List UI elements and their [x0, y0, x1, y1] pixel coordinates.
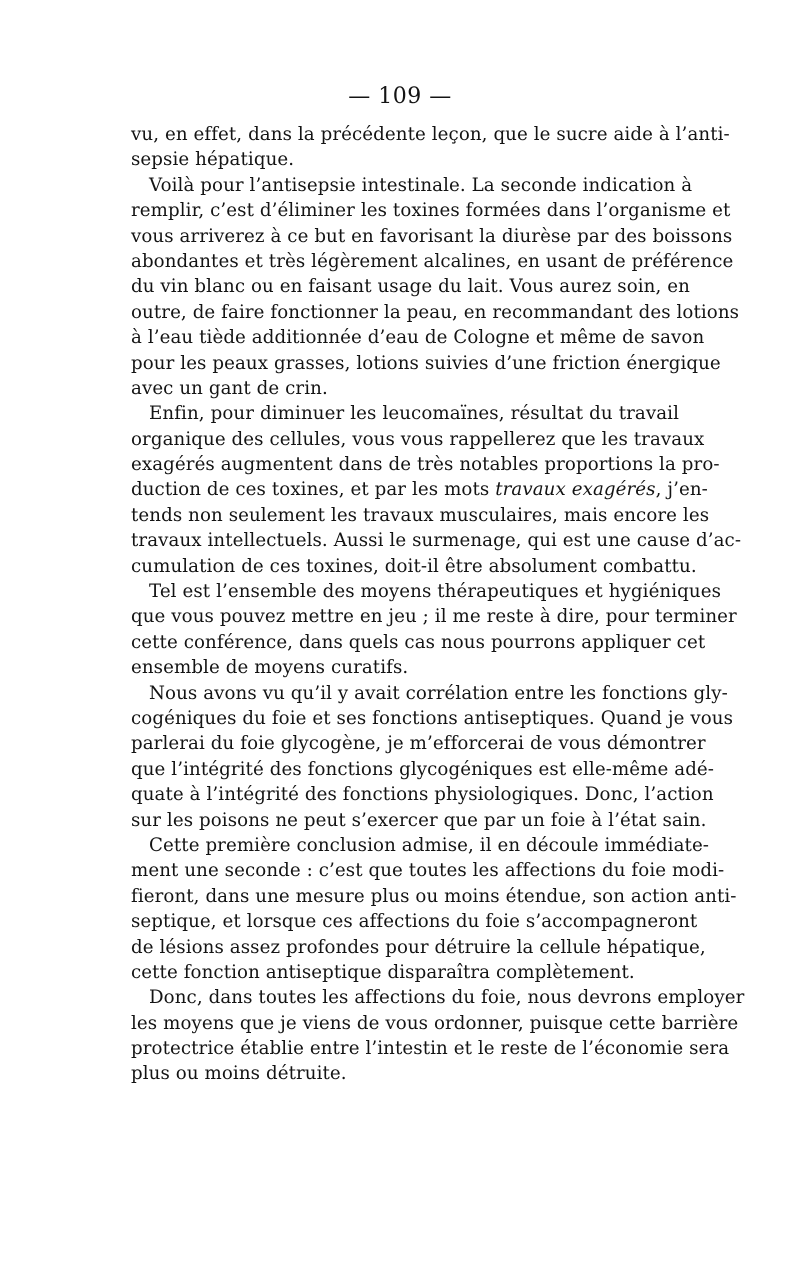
text-line: Voilà pour l’antisepsie intestinale. La seconde indication à: [149, 174, 693, 196]
text-line: ment une seconde : c’est que toutes les affections du foie modi-: [131, 860, 725, 882]
text-line: Enfin, pour diminuer les leucomaïnes, résultat du travail: [149, 403, 679, 425]
text-line: du vin blanc ou en faisant usage du lait. Vous aurez soin, en: [131, 276, 690, 298]
text-line: outre, de faire fonctionner la peau, en recommandant des lotions: [131, 301, 740, 323]
text-line: cette fonction antiseptique disparaîtra complètement.: [131, 961, 635, 983]
text-line: cogéniques du foie et ses fonctions antiseptiques. Quand je vous: [131, 707, 734, 729]
text-line: fieront, dans une mesure plus ou moins étendue, son action anti-: [131, 885, 737, 907]
text-line: que vous pouvez mettre en jeu ; il me reste à dire, pour terminer: [131, 606, 737, 628]
text-line: Tel est l’ensemble des moyens thérapeutiques et hygiéniques: [149, 581, 722, 603]
text-line: cumulation de ces toxines, doit-il être absolument combattu.: [131, 555, 697, 577]
text-line: de lésions assez profondes pour détruire la cellule hépatique,: [131, 936, 706, 958]
text-line: tends non seulement les travaux musculaires, mais encore les: [131, 504, 710, 526]
text-line: ensemble de moyens curatifs.: [131, 657, 409, 679]
text-line: Nous avons vu qu’il y avait corrélation entre les fonctions gly-: [149, 682, 728, 704]
text-line: vu, en effet, dans la précédente leçon, que le sucre aide à l’anti-: [131, 124, 730, 145]
text-line: Cette première conclusion admise, il en découle immédiate-: [149, 834, 710, 856]
text-segment: , j’en-: [655, 479, 708, 501]
text-line: cette conférence, dans quels cas nous pourrons appliquer cet: [131, 631, 706, 653]
body-text: [131, 122, 745, 1087]
text-line: vous arriverez à ce but en favorisant la diurèse par des boissons: [131, 225, 733, 247]
text-line: plus ou moins détruite.: [131, 1063, 347, 1085]
text-line: parlerai du foie glycogène, je m’efforcerai de vous démontrer: [131, 733, 706, 755]
text-line: avec un gant de crin.: [131, 377, 328, 399]
text-line: pour les peaux grasses, lotions suivies d’une friction énergique: [131, 352, 721, 374]
text-line: quate à l’intégrité des fonctions physiologiques. Donc, l’action: [131, 784, 714, 806]
text-segment: duction de ces toxines, et par les mots: [131, 479, 496, 501]
text-line: protectrice établie entre l’intestin et le reste de l’économie sera: [131, 1038, 730, 1060]
text-line: travaux intellectuels. Aussi le surmenage, qui est une cause d’ac-: [131, 530, 742, 552]
text-line: sepsie hépatique.: [131, 149, 295, 171]
text-line: que l’intégrité des fonctions glycogéniques est elle-même adé-: [131, 758, 715, 780]
text-line: organique des cellules, vous vous rappellerez que les travaux: [131, 428, 705, 450]
text-line: septique, et lorsque ces affections du foie s’accompagneront: [131, 911, 698, 933]
text-line: [131, 477, 708, 502]
page-number: — 109 —: [348, 84, 452, 109]
text-line: Donc, dans toutes les affections du foie, nous devrons employer: [149, 987, 745, 1009]
text-line: abondantes et très légèrement alcalines, en usant de préférence: [131, 250, 734, 272]
emphasized-text: travaux exagérés: [495, 479, 656, 501]
text-line: exagérés augmentent dans de très notables proportions la pro-: [131, 454, 720, 476]
text-line: sur les poisons ne peut s’exercer que par un foie à l’état sain.: [131, 809, 707, 831]
text-line: à l’eau tiède additionnée d’eau de Cologne et même de savon: [131, 327, 705, 349]
text-line: les moyens que je viens de vous ordonner, puisque cette barrière: [131, 1012, 739, 1034]
text-line: remplir, c’est d’éliminer les toxines formées dans l’organisme et: [131, 200, 731, 222]
